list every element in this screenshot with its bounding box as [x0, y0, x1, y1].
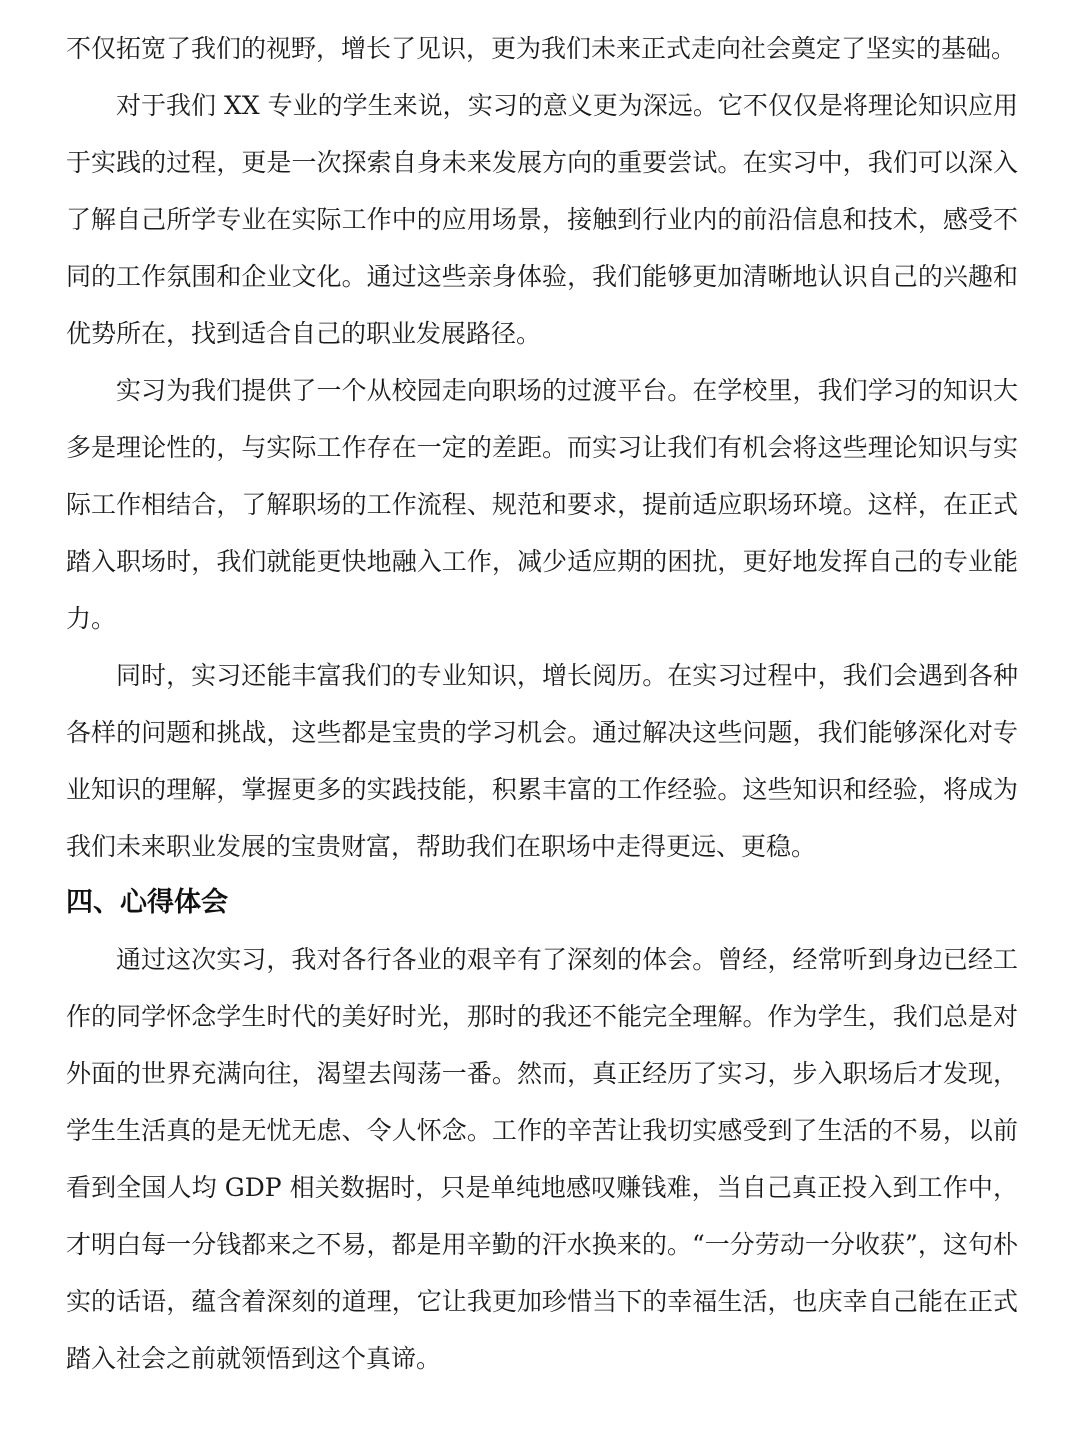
section-heading: 四、心得体会 [66, 887, 228, 918]
paragraph-experience: 通过这次实习，我对各行各业的艰辛有了深刻的体会。曾经，经常听到身边已经工作的同学怀念学生时代的美好时光，那时的我还不能完全理解。作为学生，我们总是对外面的世界充满向往，渴望去闯荡一番。然而，真正经历了实习，步入职场后才发现，学生生活真的是无忧无虑、令人怀念。工作的辛苦让我切实感受到了生活的不易，以前看到全国人均 GDP 相关数据时，只是单纯地感叹赚钱难，当自己真正投入到工作中，才明白每一分钱都来之不易，都是用辛勤的汗水换来的。“一分劳动一分收获”，这句朴实的话语，蕴含着深刻的道理，它让我更加珍惜当下的幸福生活，也庆幸自己能在正式踏入社会之前就领悟到这个真谛。 [66, 945, 1018, 1373]
paragraph-continued: 不仅拓宽了我们的视野，增长了见识，更为我们未来正式走向社会奠定了坚实的基础。 [66, 34, 1017, 63]
paragraph-transition-platform: 实习为我们提供了一个从校园走向职场的过渡平台。在学校里，我们学习的知识大多是理论性的，与实际工作存在一定的差距。而实习让我们有机会将这些理论知识与实际工作相结合，了解职场的工作流程、规范和要求，提前适应职场环境。这样，在正式踏入职场时，我们就能更快地融入工作，减少适应期的困扰，更好地发挥自己的专业能力。 [66, 376, 1018, 633]
paragraph-knowledge-growth: 同时，实习还能丰富我们的专业知识，增长阅历。在实习过程中，我们会遇到各种各样的问题和挑战，这些都是宝贵的学习机会。通过解决这些问题，我们能够深化对专业知识的理解，掌握更多的实践技能，积累丰富的工作经验。这些知识和经验，将成为我们未来职业发展的宝贵财富，帮助我们在职场中走得更远、更稳。 [66, 661, 1018, 861]
paragraph-internship-meaning: 对于我们 XX 专业的学生来说，实习的意义更为深远。它不仅仅是将理论知识应用于实践的过程，更是一次探索自身未来发展方向的重要尝试。在实习中，我们可以深入了解自己所学专业在实际工作中的应用场景，接触到行业内的前沿信息和技术，感受不同的工作氛围和企业文化。通过这些亲身体验，我们能够更加清晰地认识自己的兴趣和优势所在，找到适合自己的职业发展路径。 [66, 91, 1018, 348]
document-page [66, 20, 1018, 1387]
